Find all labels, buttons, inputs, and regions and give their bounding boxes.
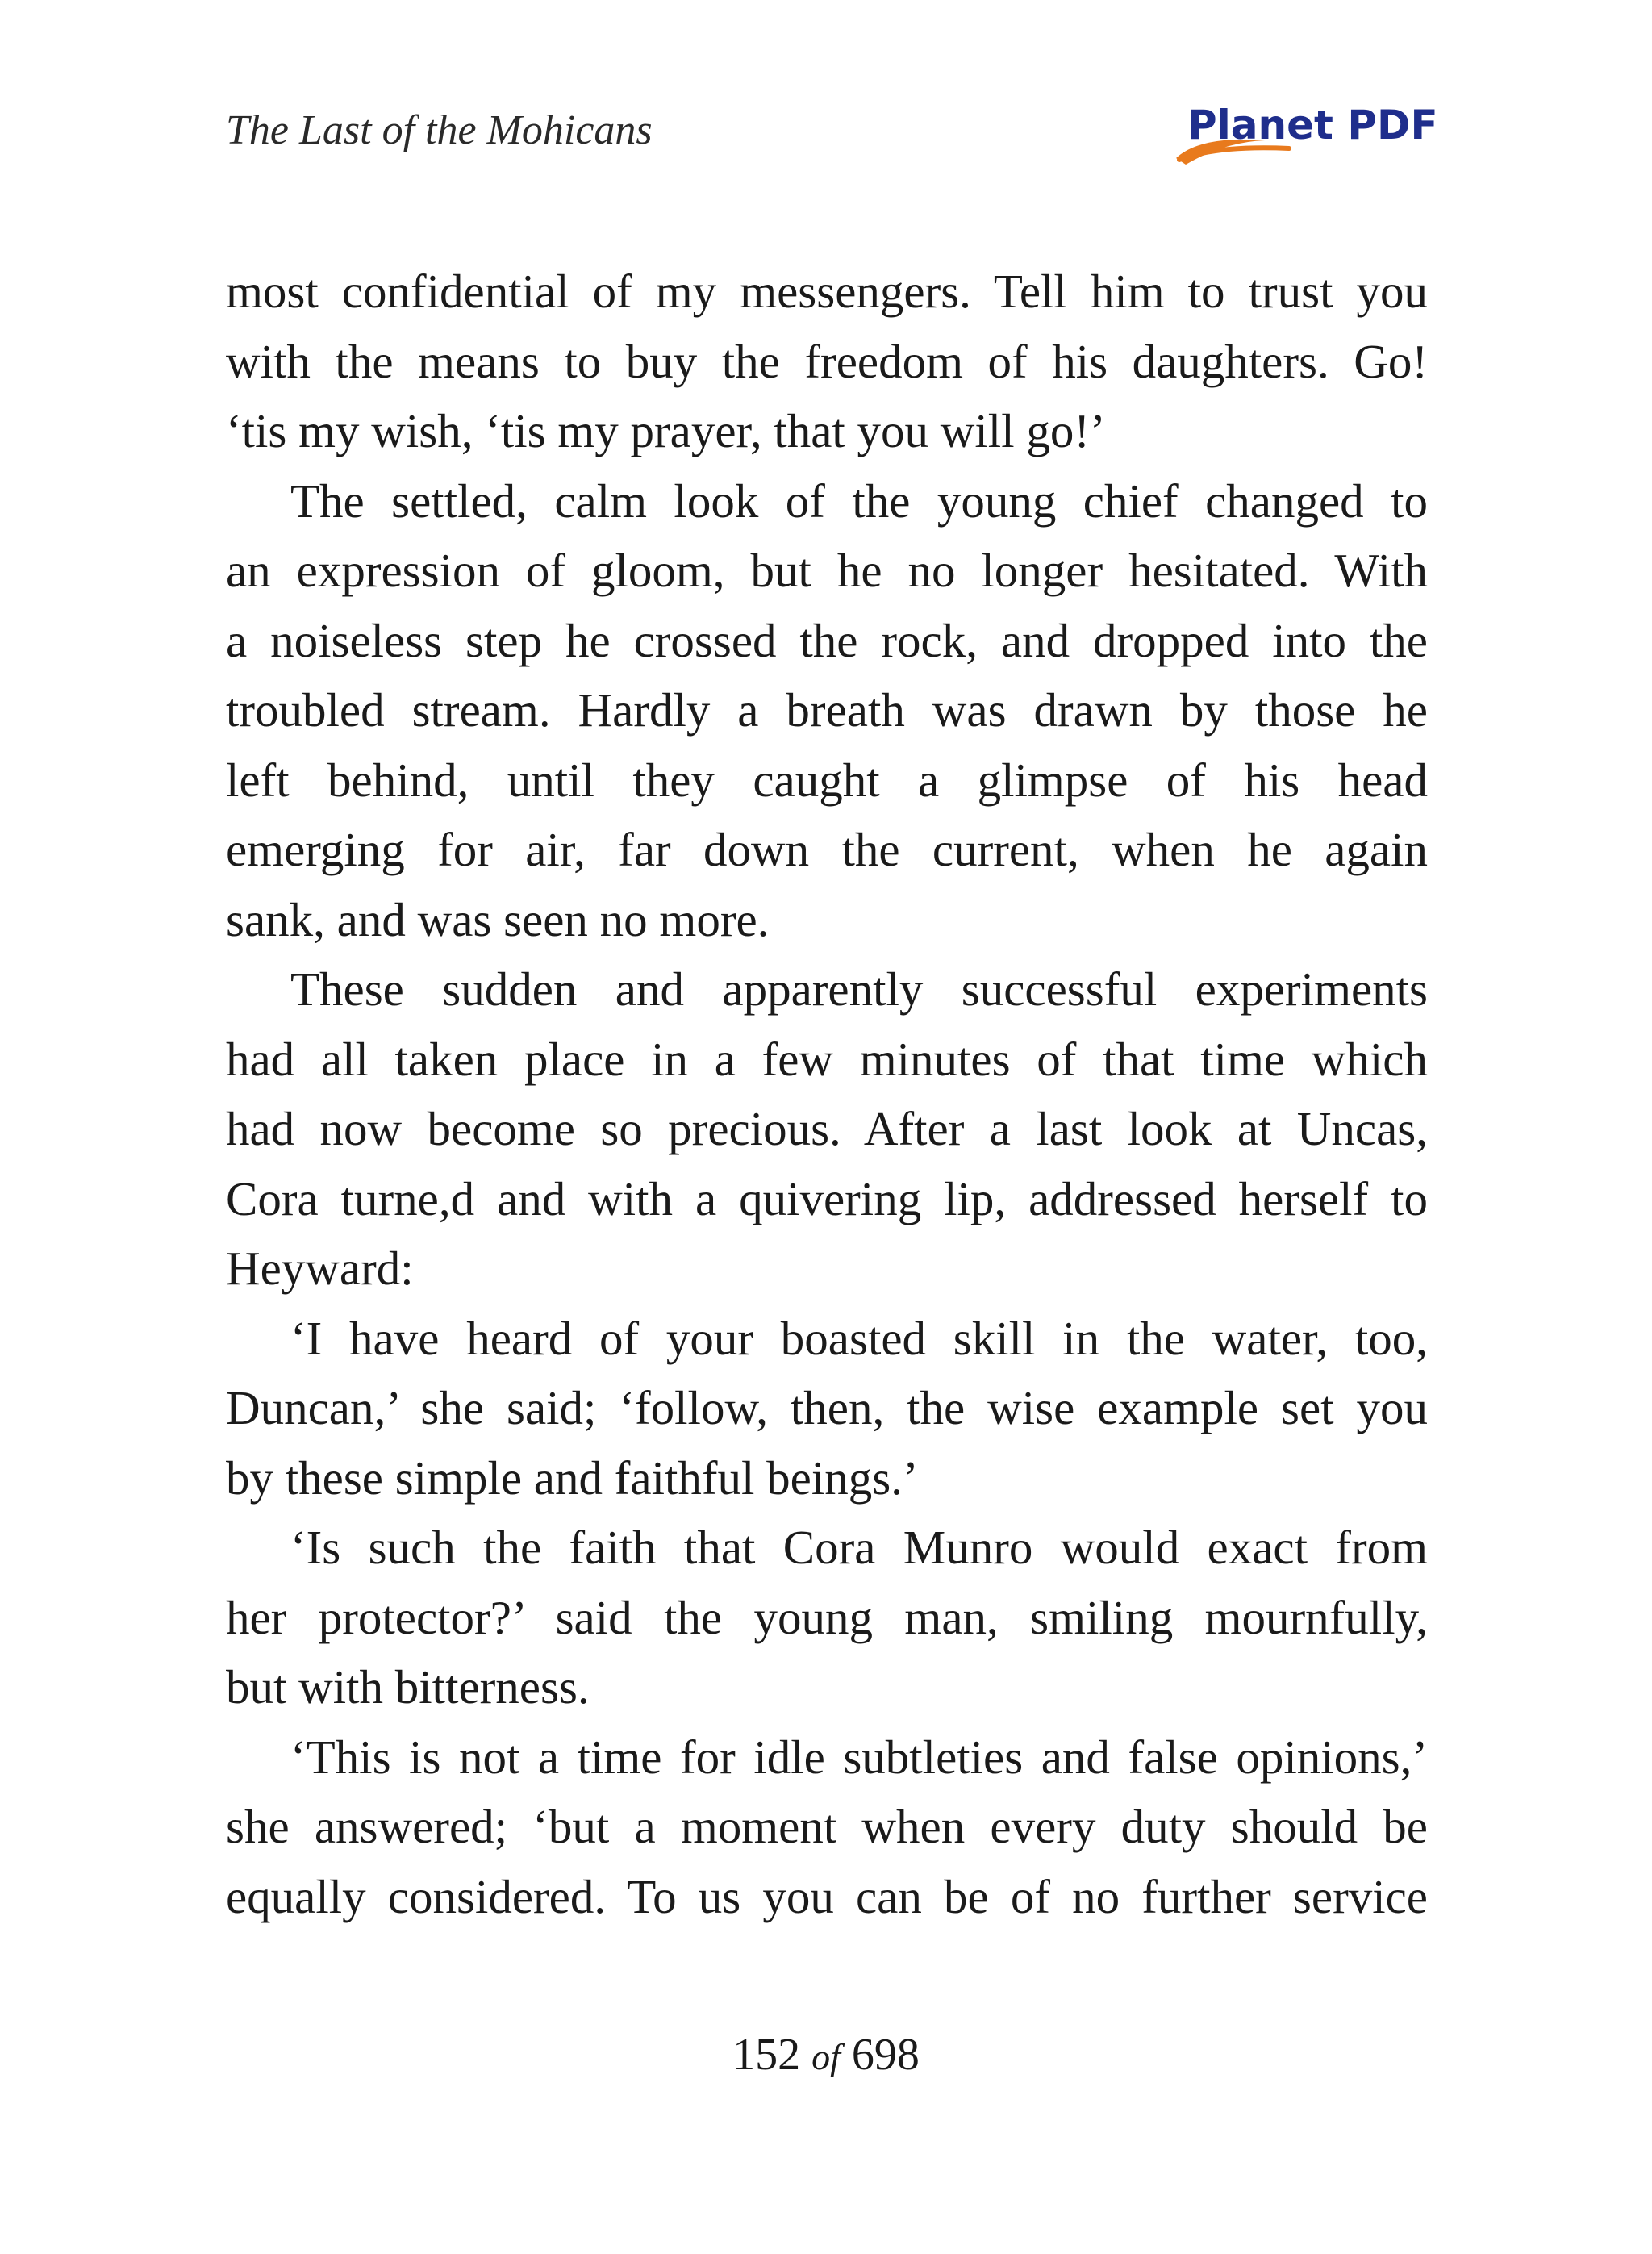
text-line: ‘tis my wish, ‘tis my prayer, that you will go!’ <box>226 404 1106 457</box>
text-line: sank, and was seen no more. <box>226 892 770 946</box>
text-line: Duncan,’ she said; ‘follow, then, the wise example set you <box>226 1381 1428 1434</box>
text-line: troubled stream. Hardly a breath was drawn by those he <box>226 683 1428 737</box>
text-line: ‘This is not a time for idle subtleties and false opinions,’ <box>290 1730 1428 1784</box>
text-line: left behind, until they caught a glimpse of his head <box>226 753 1428 807</box>
text-line: These sudden and apparently successful experiments <box>290 962 1428 1016</box>
text-line: most confidential of my messengers. Tell him to trust you <box>226 265 1428 318</box>
body-text <box>226 257 1428 1931</box>
paragraph <box>226 1513 1428 1722</box>
paragraph <box>226 1304 1428 1513</box>
text-line: a noiseless step he crossed the rock, and dropped into the <box>226 613 1428 667</box>
page-of-word: of <box>811 2036 841 2077</box>
paragraph <box>226 257 1428 466</box>
book-title: The Last of the Mohicans <box>226 107 653 153</box>
text-line: she answered; ‘but a moment when every duty should be <box>226 1800 1428 1853</box>
paragraph <box>226 954 1428 1304</box>
text-line: The settled, calm look of the young chief changed to <box>290 474 1428 528</box>
total-pages: 698 <box>851 2030 920 2080</box>
text-line: ‘Is such the faith that Cora Munro would exact from <box>290 1521 1428 1574</box>
current-page: 152 <box>732 2030 801 2080</box>
page-number <box>0 2029 1652 2081</box>
text-line: had all taken place in a few minutes of that time which <box>226 1032 1428 1086</box>
text-line: an expression of gloom, but he no longer hesitated. With <box>226 544 1428 597</box>
text-line: by these simple and faithful beings.’ <box>226 1450 919 1505</box>
text-line: ‘I have heard of your boasted skill in the water, too, <box>290 1311 1428 1365</box>
text-line: Cora turne,d and with a quivering lip, addressed herself to <box>226 1171 1428 1225</box>
planet-pdf-logo <box>1168 95 1438 176</box>
paragraph <box>226 1722 1428 1932</box>
text-line: had now become so precious. After a last look at Uncas, <box>226 1102 1428 1155</box>
paragraph <box>226 466 1428 955</box>
text-line: her protector?’ said the young man, smiling mournfully, <box>226 1590 1428 1644</box>
text-line: Heyward: <box>226 1242 414 1295</box>
text-line: but with bitterness. <box>226 1660 590 1713</box>
text-line: emerging for air, far down the current, when he again <box>226 823 1428 876</box>
text-line: equally considered. To us you can be of no further service <box>226 1869 1428 1923</box>
logo-text: Planet PDF <box>1187 102 1438 148</box>
text-line: with the means to buy the freedom of his daughters. Go! <box>226 334 1428 388</box>
